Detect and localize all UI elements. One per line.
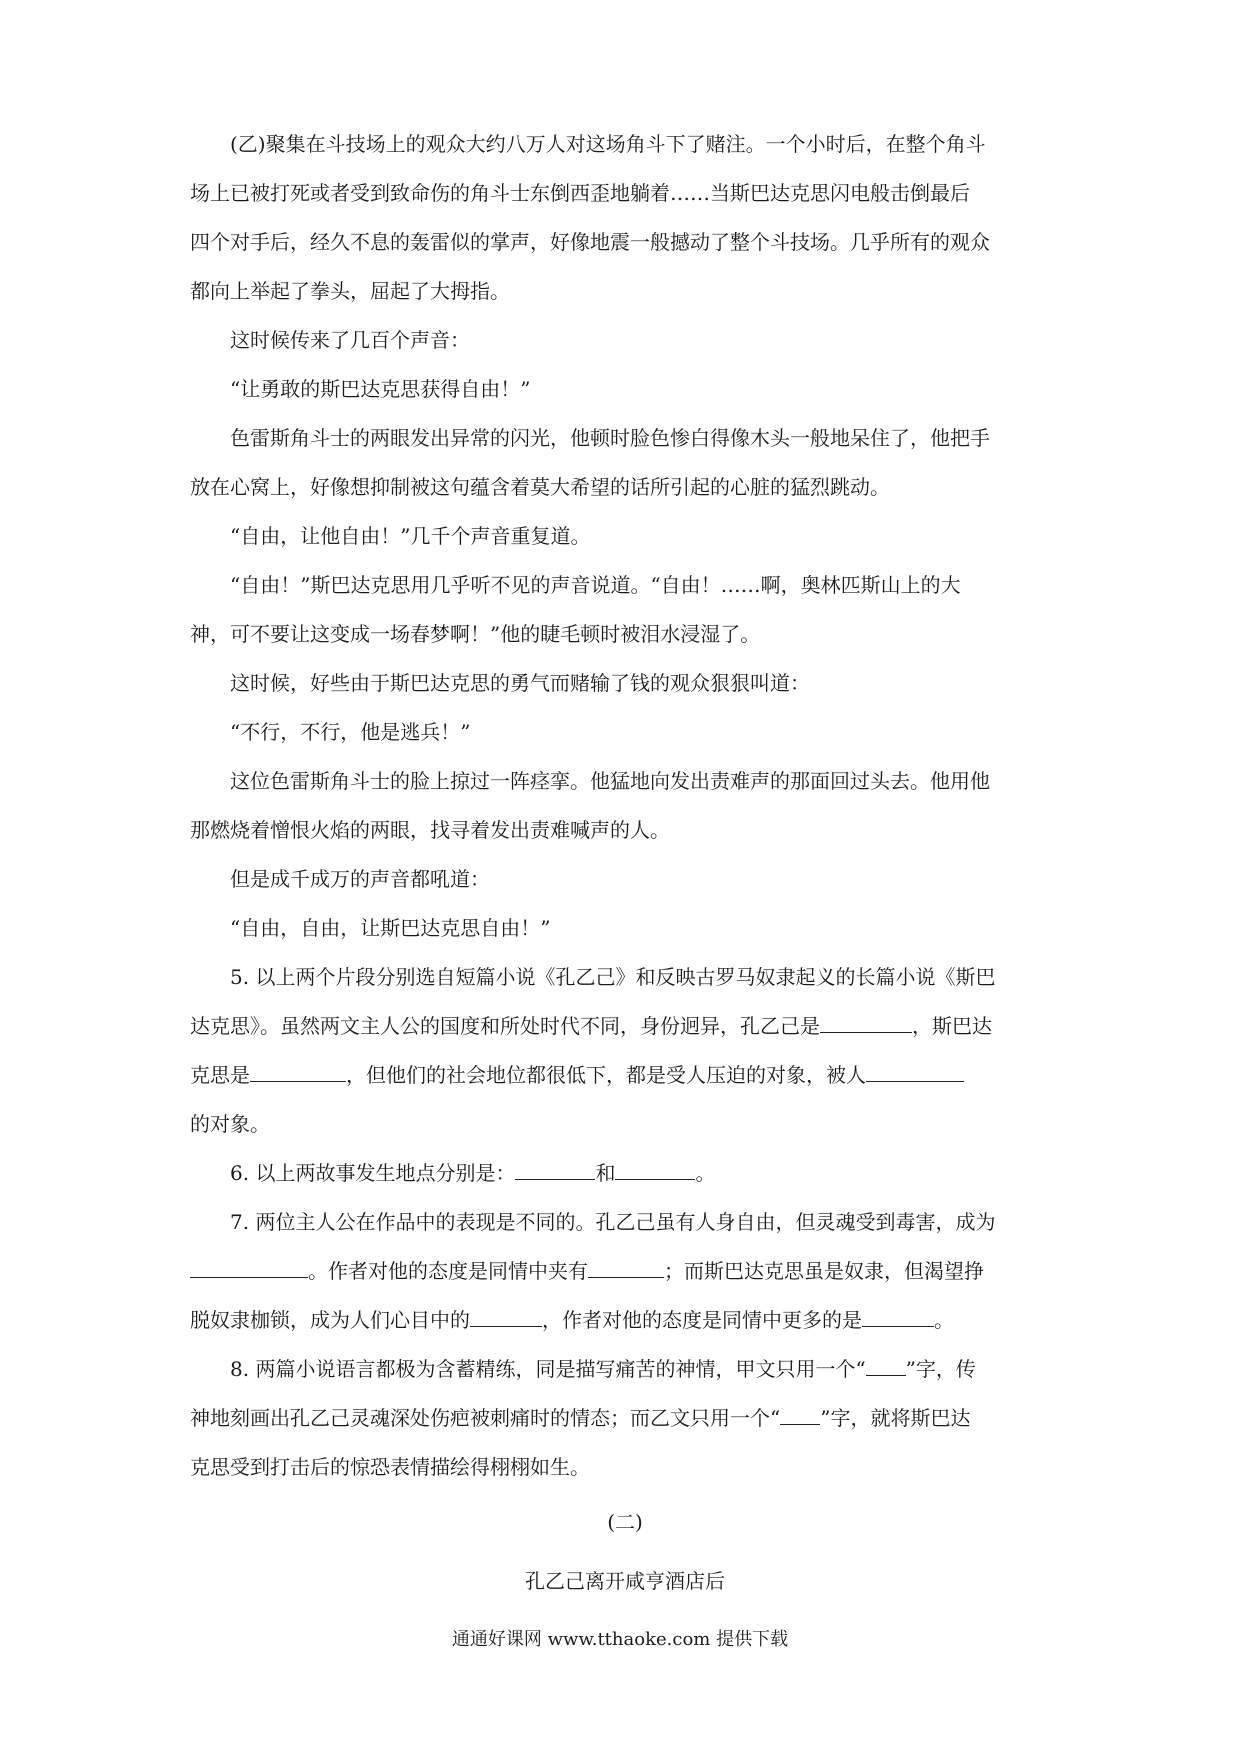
answer-blank[interactable] <box>820 1011 912 1033</box>
text-line <box>190 1296 1060 1345</box>
text-line: (乙)聚集在斗技场上的观众大约八万人对这场角斗下了赌注。一个小时后，在整个角斗 <box>230 132 986 156</box>
text-segment: 达克思》。虽然两文主人公的国度和所处时代不同，身份迥异，孔乙己是 <box>190 1014 820 1038</box>
text-segment: ”字，就将斯巴达 <box>820 1406 971 1430</box>
text-segment: ；而斯巴达克思虽是奴隶，但渴望挣 <box>664 1259 984 1283</box>
text-line: 7. 两位主人公在作品中的表现是不同的。孔乙己虽有人身自由，但灵魂受到毒害，成为 <box>230 1210 996 1234</box>
text-segment: 8. 两篇小说语言都极为含蓄精练，同是描写痛苦的神情，甲文只用一个“ <box>230 1357 866 1381</box>
answer-blank[interactable] <box>615 1158 695 1180</box>
answer-blank[interactable] <box>588 1256 664 1278</box>
page-footer: 通通好课网 www.tthaoke.com 提供下载 <box>451 1629 789 1650</box>
paragraph: 这时候传来了几百个声音： <box>230 328 470 352</box>
quote-paragraph: “自由，让他自由！”几千个声音重复道。 <box>230 524 591 548</box>
text-segment: 克思是 <box>190 1063 250 1087</box>
text-line: 都向上举起了拳头，屈起了大拇指。 <box>190 279 510 303</box>
question-8 <box>190 1345 1060 1492</box>
text-line: 场上已被打死或者受到致命伤的角斗士东倒西歪地躺着……当斯巴达克思闪电般击倒最后 <box>190 181 970 205</box>
text-segment: 。 <box>695 1161 716 1185</box>
answer-blank[interactable] <box>780 1403 820 1425</box>
text-line: 那燃烧着憎恨火焰的两眼，找寻着发出责难喊声的人。 <box>190 818 670 842</box>
quote-paragraph: “不行，不行，他是逃兵！” <box>230 720 471 744</box>
answer-blank[interactable] <box>470 1305 542 1327</box>
text-line <box>190 1345 1060 1394</box>
answer-blank[interactable] <box>866 1060 964 1082</box>
text-segment: 神地刻画出孔乙己灵魂深处伤疤被刺痛时的情态；而乙文只用一个“ <box>190 1406 781 1430</box>
document-body <box>190 120 1060 1606</box>
text-line <box>190 1051 1060 1100</box>
text-line: 克思受到打击后的惊恐表情描绘得栩栩如生。 <box>190 1455 590 1479</box>
text-segment: 脱奴隶枷锁，成为人们心目中的 <box>190 1308 470 1332</box>
text-segment: 和 <box>595 1161 616 1185</box>
answer-blank[interactable] <box>250 1060 346 1082</box>
text-line: 这位色雷斯角斗士的脸上掠过一阵痉挛。他猛地向发出责难声的那面回过头去。他用他 <box>230 769 990 793</box>
paragraph <box>190 757 1060 855</box>
paragraph-yi-intro <box>190 120 1060 316</box>
text-segment: 。作者对他的态度是同情中夹有 <box>308 1259 588 1283</box>
paragraph <box>190 414 1060 512</box>
text-segment: 。 <box>934 1308 954 1332</box>
question-6 <box>190 1149 1060 1198</box>
text-line: 神，可不要让这变成一场春梦啊！”他的睫毛顿时被泪水浸湿了。 <box>190 622 761 646</box>
paragraph: 这时候，好些由于斯巴达克思的勇气而赌输了钱的观众狠狠叫道： <box>230 671 810 695</box>
text-line: 放在心窝上，好像想抑制被这句蕴含着莫大希望的话所引起的心脏的猛烈跳动。 <box>190 475 890 499</box>
answer-blank[interactable] <box>862 1305 934 1327</box>
answer-blank[interactable] <box>866 1354 906 1376</box>
text-line: 四个对手后，经久不息的轰雷似的掌声，好像地震一般撼动了整个斗技场。几乎所有的观众 <box>190 230 990 254</box>
section-number: (二) <box>607 1510 643 1534</box>
text-segment: ，作者对他的态度是同情中更多的是 <box>542 1308 862 1332</box>
text-line: 色雷斯角斗士的两眼发出异常的闪光，他顿时脸色惨白得像木头一般地呆住了，他把手 <box>230 426 990 450</box>
text-segment: ，斯巴达 <box>912 1014 992 1038</box>
quote-paragraph: “自由，自由，让斯巴达克思自由！” <box>230 916 551 940</box>
text-line <box>190 1247 1060 1296</box>
paragraph: 但是成千成万的声音都吼道： <box>230 867 490 891</box>
answer-blank[interactable] <box>190 1256 308 1278</box>
text-line <box>190 1394 1060 1443</box>
text-segment: 6. 以上两故事发生地点分别是： <box>230 1161 516 1185</box>
answer-blank[interactable] <box>515 1158 595 1180</box>
text-segment: ，但他们的社会地位都很低下，都是受人压迫的对象，被人 <box>346 1063 866 1087</box>
text-segment: ”字，传 <box>905 1357 976 1381</box>
text-line: “自由！”斯巴达克思用几乎听不见的声音说道。“自由！……啊，奥林匹斯山上的大 <box>230 573 961 597</box>
quote-paragraph <box>190 561 1060 659</box>
text-line <box>190 1002 1060 1051</box>
question-7 <box>190 1198 1060 1345</box>
question-5 <box>190 953 1060 1149</box>
text-line: 的对象。 <box>190 1112 270 1136</box>
quote-paragraph: “让勇敢的斯巴达克思获得自由！” <box>230 377 531 401</box>
section-title: 孔乙己离开咸亨酒店后 <box>525 1569 725 1593</box>
text-line: 5. 以上两个片段分别选自短篇小说《孔乙己》和反映古罗马奴隶起义的长篇小说《斯巴 <box>230 965 996 989</box>
